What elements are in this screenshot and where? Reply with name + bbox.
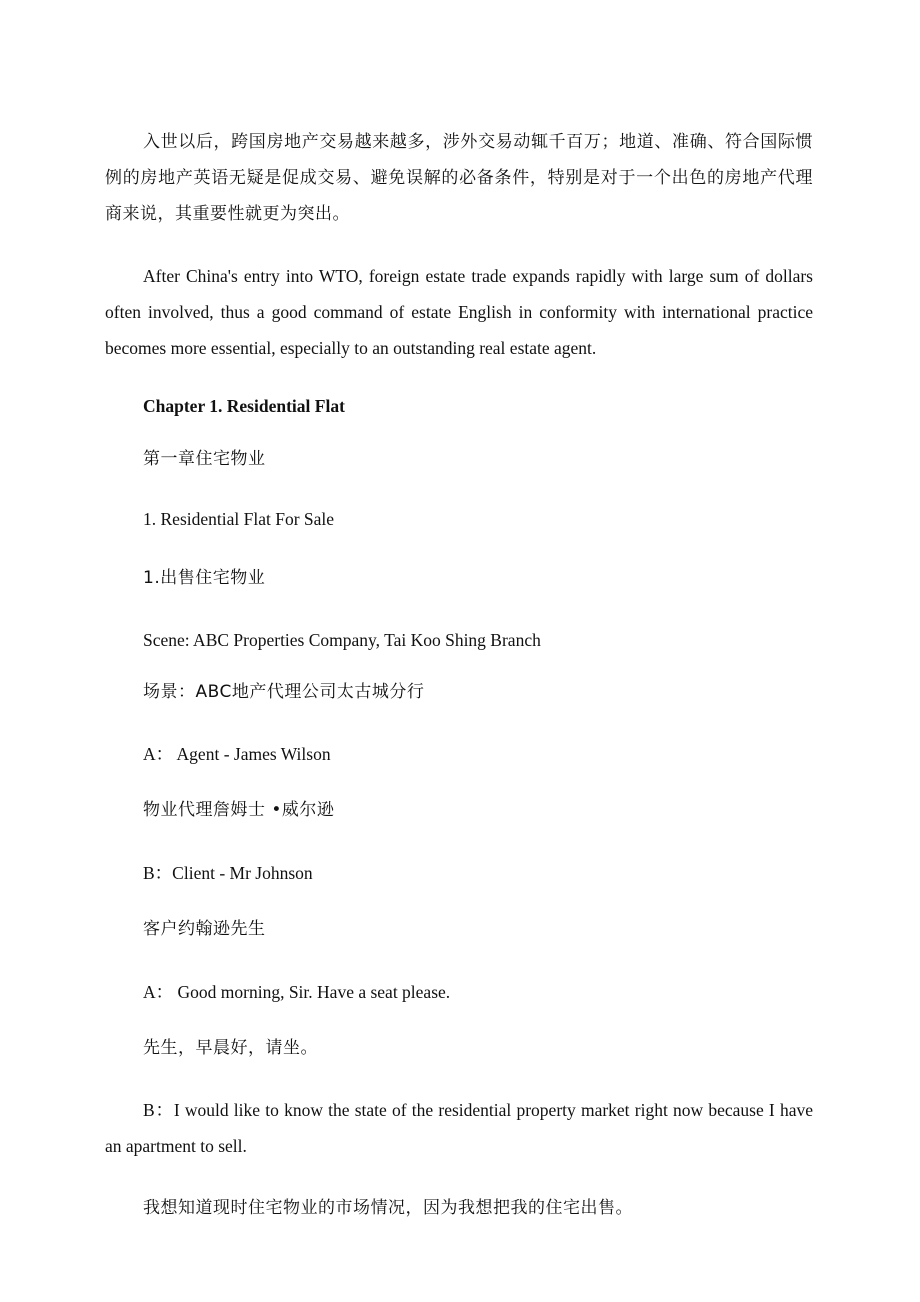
intro-paragraph-chinese: 入世以后，跨国房地产交易越来越多，涉外交易动辄千百万；地道、准确、符合国际惯例的房地产英语无疑是促成交易、避免误解的必备条件，特别是对于一个出色的房地产代理商来说，其重要性就更为突出。 (105, 132, 813, 224)
scene-english: Scene: ABC Properties Company, Tai Koo Shing Branch (143, 630, 541, 650)
role-b-english: B：Client - Mr Johnson (143, 863, 313, 883)
dialogue-line-2-chinese: 我想知道现时住宅物业的市场情况，因为我想把我的住宅出售。 (143, 1198, 633, 1218)
intro-paragraph-english: After China's entry into WTO, foreign estate trade expands rapidly with large sum of dollars often involved, thus a good command of estate English in conformity with international practice becomes more essential, especially to an outstanding real estate agent. (105, 266, 813, 358)
role-a-chinese: 物业代理詹姆士 •威尔逊 (143, 800, 335, 820)
scene-chinese: 场景：ABC地产代理公司太古城分行 (143, 682, 425, 702)
chapter-heading-chinese: 第一章住宅物业 (143, 449, 266, 469)
section-title-english: 1. Residential Flat For Sale (143, 509, 335, 529)
role-b-chinese: 客户约翰逊先生 (143, 919, 266, 939)
section-title-chinese: 1.出售住宅物业 (143, 568, 266, 588)
role-a-english: A： Agent - James Wilson (143, 744, 331, 764)
dialogue-line-1-chinese: 先生，早晨好，请坐。 (143, 1038, 318, 1058)
dialogue-line-2-english: B：I would like to know the state of the residential property market right now because I have an apartment to sell. (105, 1100, 813, 1156)
dialogue-line-1-english: A： Good morning, Sir. Have a seat please. (143, 982, 451, 1002)
chapter-heading-english: Chapter 1. Residential Flat (143, 396, 345, 416)
